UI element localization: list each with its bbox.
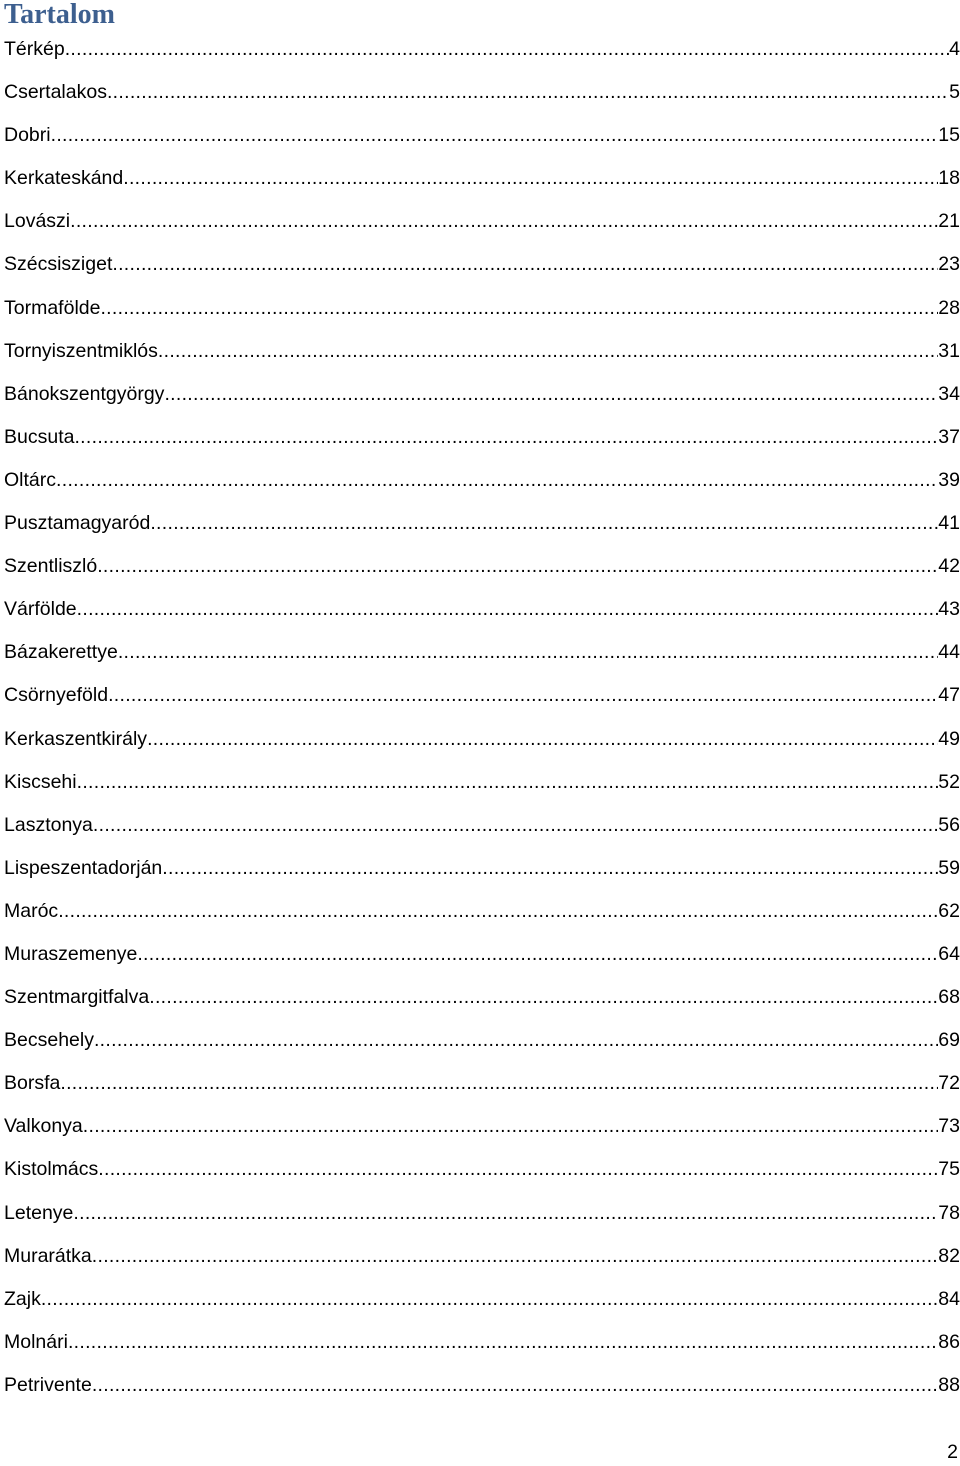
toc-entry-page: 31 xyxy=(938,339,960,362)
toc-entry[interactable] xyxy=(4,330,960,373)
toc-entry-label: Borsfa xyxy=(4,1072,61,1095)
page-number: 2 xyxy=(947,1441,958,1463)
dot-leader xyxy=(74,416,938,459)
toc-entry-label: Bucsuta xyxy=(4,425,75,448)
toc-entry-label: Kerkateskánd xyxy=(4,167,124,190)
toc-entry[interactable] xyxy=(4,416,960,459)
toc-entry-page: 5 xyxy=(949,81,960,104)
toc-entry-page: 69 xyxy=(938,1029,960,1052)
toc-entry-page: 47 xyxy=(938,684,960,707)
toc-entry-label: Szécsisziget xyxy=(4,253,113,276)
toc-entry-page: 78 xyxy=(938,1201,960,1224)
toc-entry[interactable] xyxy=(4,373,960,416)
dot-leader xyxy=(149,976,938,1019)
toc-entry[interactable] xyxy=(4,459,960,502)
toc-entry[interactable] xyxy=(4,588,960,631)
toc-entry-label: Szentmargitfalva xyxy=(4,986,150,1009)
toc-entry-page: 73 xyxy=(938,1115,960,1138)
toc-entry[interactable] xyxy=(4,28,960,71)
dot-leader xyxy=(108,674,938,717)
toc-entry-page: 42 xyxy=(938,555,960,578)
dot-leader xyxy=(77,588,939,631)
toc-entry-page: 34 xyxy=(938,382,960,405)
toc-entry-label: Murarátka xyxy=(4,1244,92,1267)
toc-entry-page: 41 xyxy=(938,512,960,535)
toc-entry-page: 59 xyxy=(938,856,960,879)
toc-entry-label: Muraszemenye xyxy=(4,942,138,965)
toc-entry-label: Dobri xyxy=(4,124,51,147)
toc-entry[interactable] xyxy=(4,502,960,545)
toc-entry-label: Térkép xyxy=(4,38,65,60)
toc-entry[interactable] xyxy=(4,1278,960,1321)
dot-leader xyxy=(147,718,938,761)
toc-entry-page: 84 xyxy=(938,1287,960,1310)
toc-entry[interactable] xyxy=(4,157,960,200)
toc-entry[interactable] xyxy=(4,674,960,717)
toc-entry-label: Becsehely xyxy=(4,1029,94,1052)
toc-entry-label: Szentliszló xyxy=(4,555,98,578)
dot-leader xyxy=(100,287,938,330)
toc-entry[interactable] xyxy=(4,1364,960,1407)
toc-entry[interactable] xyxy=(4,545,960,588)
toc-entry-page: 4 xyxy=(949,38,960,60)
toc-entry[interactable] xyxy=(4,718,960,761)
dot-leader xyxy=(77,761,939,804)
toc-entry[interactable] xyxy=(4,1062,960,1105)
dot-leader xyxy=(123,157,938,200)
dot-leader xyxy=(70,200,938,243)
toc-entry-page: 44 xyxy=(938,641,960,664)
toc-entry-label: Csertalakos xyxy=(4,81,107,104)
toc-entry-page: 56 xyxy=(938,813,960,836)
toc-entry-label: Lispeszentadorján xyxy=(4,856,163,879)
toc-entry[interactable] xyxy=(4,71,960,114)
dot-leader xyxy=(68,1321,938,1364)
toc-entry-page: 68 xyxy=(938,986,960,1009)
toc-entry[interactable] xyxy=(4,1148,960,1191)
toc-entry-label: Petrivente xyxy=(4,1373,92,1396)
toc-entry-page: 52 xyxy=(938,770,960,793)
toc-entry-label: Molnári xyxy=(4,1330,68,1353)
toc-entry-label: Maróc xyxy=(4,899,59,922)
dot-leader xyxy=(58,890,938,933)
toc-entry-label: Lasztonya xyxy=(4,813,93,836)
dot-leader xyxy=(98,1148,938,1191)
dot-leader xyxy=(150,502,938,545)
toc-entry-label: Kistolmács xyxy=(4,1158,99,1181)
dot-leader xyxy=(56,459,938,502)
dot-leader xyxy=(83,1105,939,1148)
dot-leader xyxy=(118,631,938,674)
dot-leader xyxy=(51,114,939,157)
toc-entry[interactable] xyxy=(4,847,960,890)
toc-entry-label: Csörnyeföld xyxy=(4,684,109,707)
toc-entry-label: Zajk xyxy=(4,1287,41,1310)
dot-leader xyxy=(94,1019,938,1062)
toc-entry-page: 64 xyxy=(938,942,960,965)
toc-entry[interactable] xyxy=(4,933,960,976)
toc-entry-page: 75 xyxy=(938,1158,960,1181)
dot-leader xyxy=(112,243,938,286)
toc-entry[interactable] xyxy=(4,890,960,933)
dot-leader xyxy=(97,545,938,588)
toc-entry[interactable] xyxy=(4,287,960,330)
toc-entry-label: Várfölde xyxy=(4,598,77,621)
dot-leader xyxy=(92,1235,939,1278)
dot-leader xyxy=(41,1278,938,1321)
toc-entry[interactable] xyxy=(4,631,960,674)
toc-entry-label: Oltárc xyxy=(4,468,57,491)
toc-entry-label: Kiscsehi xyxy=(4,770,77,793)
dot-leader xyxy=(137,933,938,976)
toc-entry-label: Lovászi xyxy=(4,210,71,233)
dot-leader xyxy=(158,330,938,373)
toc-entry-label: Pusztamagyaród xyxy=(4,512,151,535)
dot-leader xyxy=(162,847,938,890)
dot-leader xyxy=(65,28,949,71)
toc-list xyxy=(4,28,960,1407)
toc-entry[interactable] xyxy=(4,976,960,1019)
dot-leader xyxy=(107,71,949,114)
page-title: Tartalom xyxy=(4,0,115,30)
toc-entry[interactable] xyxy=(4,1235,960,1278)
toc-entry-page: 88 xyxy=(938,1373,960,1396)
toc-entry[interactable] xyxy=(4,804,960,847)
toc-entry-label: Tormafölde xyxy=(4,296,101,319)
toc-entry-page: 82 xyxy=(938,1244,960,1267)
dot-leader xyxy=(60,1062,938,1105)
toc-entry-page: 39 xyxy=(938,468,960,491)
toc-entry-page: 21 xyxy=(938,210,960,233)
toc-entry-page: 43 xyxy=(938,598,960,621)
toc-entry-page: 72 xyxy=(938,1072,960,1095)
toc-entry-label: Valkonya xyxy=(4,1115,83,1138)
toc-entry-label: Letenye xyxy=(4,1201,74,1224)
toc-entry[interactable] xyxy=(4,1192,960,1235)
toc-entry-page: 86 xyxy=(938,1330,960,1353)
toc-entry-page: 49 xyxy=(938,727,960,750)
toc-entry-page: 18 xyxy=(938,167,960,190)
dot-leader xyxy=(92,1364,938,1407)
toc-entry[interactable] xyxy=(4,1019,960,1062)
toc-entry-page: 28 xyxy=(938,296,960,319)
toc-entry-page: 23 xyxy=(938,253,960,276)
toc-entry[interactable] xyxy=(4,1321,960,1364)
dot-leader xyxy=(73,1192,938,1235)
toc-entry[interactable] xyxy=(4,761,960,804)
toc-entry[interactable] xyxy=(4,243,960,286)
toc-entry-label: Tornyiszentmiklós xyxy=(4,339,158,362)
dot-leader xyxy=(93,804,938,847)
toc-entry[interactable] xyxy=(4,200,960,243)
toc-entry-page: 15 xyxy=(938,124,960,147)
dot-leader xyxy=(164,373,938,416)
toc-entry[interactable] xyxy=(4,114,960,157)
toc-entry-label: Kerkaszentkirály xyxy=(4,727,148,750)
toc-entry[interactable] xyxy=(4,1105,960,1148)
toc-entry-label: Bánokszentgyörgy xyxy=(4,382,165,405)
toc-entry-page: 62 xyxy=(938,899,960,922)
toc-entry-label: Bázakerettye xyxy=(4,641,118,664)
toc-entry-page: 37 xyxy=(938,425,960,448)
